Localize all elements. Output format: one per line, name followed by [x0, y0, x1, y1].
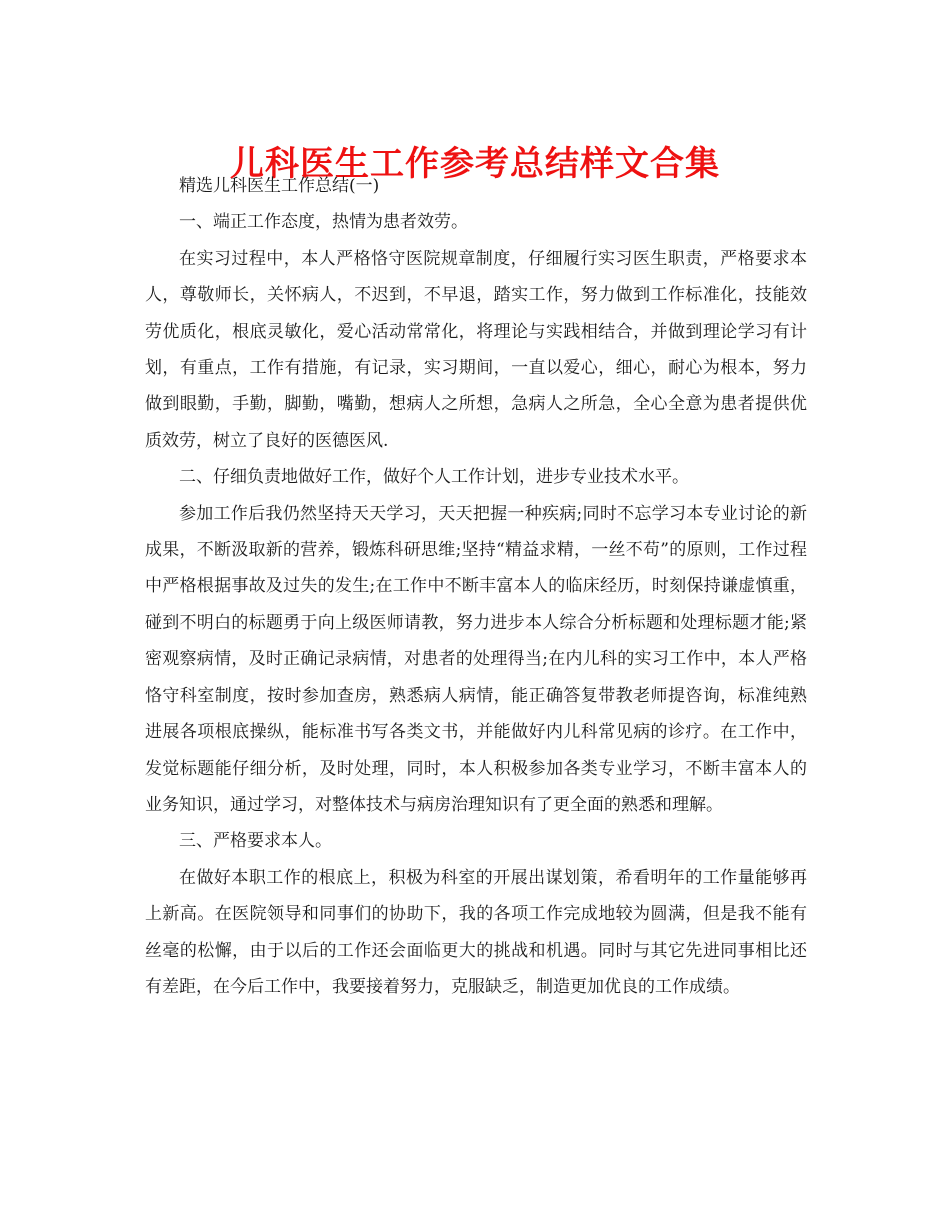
- body-paragraph-2: 参加工作后我仍然坚持天天学习，天天把握一种疾病;同时不忘学习本专业讨论的新成果，不断汲取新的营养，锻炼科研思维;坚持“精益求精，一丝不苟”的原则，工作过程中严格根据事故及过失的发生;在工作中不断丰富本人的临床经历，时刻保持谦虚慎重，碰到不明白的标题勇于向上级医师请教，努力进步本人综合分析标题和处理标题才能;紧密观察病情，及时正确记录病情，对患者的处理得当;在内儿科的实习工作中，本人严格恪守科室制度，按时参加查房，熟悉病人病情，能正确答复带教老师提咨询，标准纯熟进展各项根底操纵，能标准书写各类文书，并能做好内儿科常见病的诊疗。在工作中，发觉标题能仔细分析，及时处理，同时，本人积极参加各类专业学习，不断丰富本人的业务知识，通过学习，对整体技术与病房治理知识有了更全面的熟悉和理解。: [145, 503, 807, 815]
- document-body: [145, 168, 807, 1005]
- section-heading-3: 三、严格要求本人。: [179, 831, 332, 852]
- subtitle-paragraph: 精选儿科医生工作总结(一): [179, 176, 380, 196]
- section-heading-1: 一、端正工作态度，热情为患者效劳。: [179, 212, 468, 233]
- body-paragraph-3: 在做好本职工作的根底上，积极为科室的开展出谋划策，希看明年的工作量能够再上新高。在医院领导和同事们的协助下，我的各项工作完成地较为圆满，但是我不能有丝毫的松懈，由于以后的工作还会面临更大的挑战和机遇。同时与其它先进同事相比还有差距，在今后工作中，我要接着努力，克服缺乏，制造更加优良的工作成绩。: [145, 867, 807, 997]
- body-paragraph-1: 在实习过程中，本人严格恪守医院规章制度，仔细履行实习医生职责，严格要求本人，尊敬师长，关怀病人，不迟到，不早退，踏实工作，努力做到工作标准化，技能效劳优质化，根底灵敏化，爱心活动常常化，将理论与实践相结合，并做到理论学习有计划，有重点，工作有措施，有记录，实习期间，一直以爱心，细心，耐心为根本，努力做到眼勤，手勤，脚勤，嘴勤，想病人之所想，急病人之所急，全心全意为患者提供优质效劳，树立了良好的医德医风.: [145, 248, 807, 451]
- document-title: 儿科医生工作参考总结样文合集: [230, 143, 720, 184]
- section-heading-2: 二、仔细负责地做好工作，做好个人工作计划，进步专业技术水平。: [179, 467, 689, 488]
